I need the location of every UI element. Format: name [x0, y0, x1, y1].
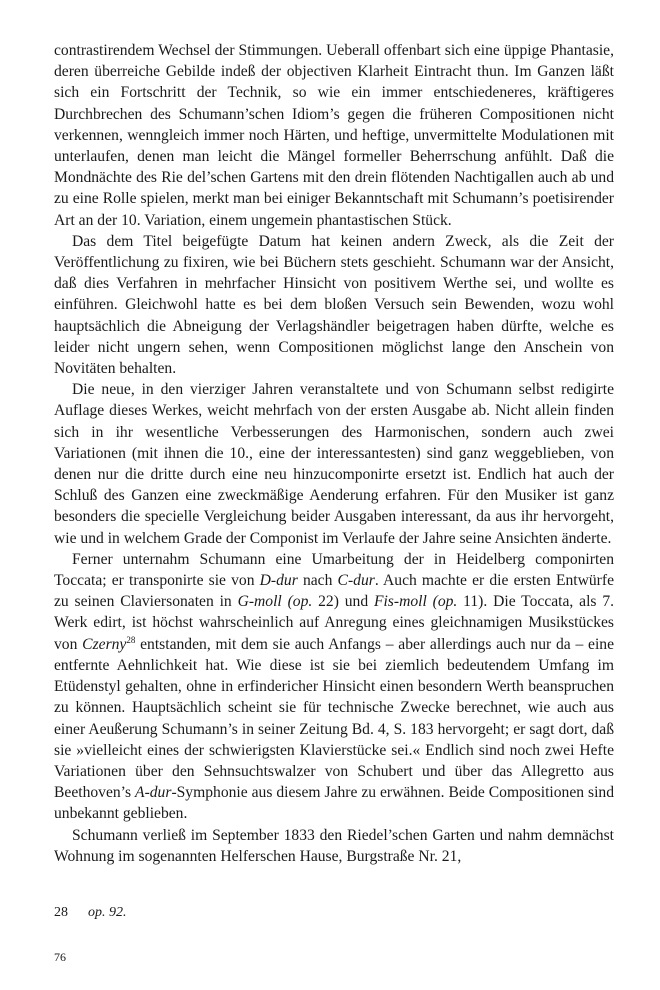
text-run: . Auch machte er die ersten Entwürfe zu seinen Claviersonaten in [54, 572, 614, 611]
footnote-text: op. 92. [88, 905, 127, 920]
text-run: entstanden, mit dem sie auch Anfangs – aber allerdings auch nur da – eine entfernte Aehnlichkeit hat. Wie diese ist sie bei ziemlich bedeutendem Umfang im Etüdenstyl gehalten, ohne in erfindericher Hinsicht einen besondern Werth beanspruchen zu können. Hauptsächlich scheint sie für technische Zwecke berechnet, wie auch aus einer Aeußerung Schumann’s in seiner Zeitung Bd. 4, S. 183 hervorgeht; er sagt dort, daß sie »vielleicht eines der schwierigsten Klavierstücke sei.« Endlich sind noch zwei Hefte Variationen über den Sehnsuchtswalzer von Schubert und über das Allegretto aus Beethoven’s [54, 635, 614, 802]
footnote-number: 28 [54, 905, 68, 920]
text-run: 11). Die Toccata, als 7. Werk edirt, ist höchst wahrscheinlich auf Anregung eines gleichnamigen Musikstückes von [54, 593, 615, 653]
text-run: -Symphonie aus diesem Jahre zu erwähnen. Beide Compositionen sind unbekannt geblieben. [54, 784, 615, 823]
key-name: D-dur [259, 572, 298, 590]
paragraph-1: contrastirendem Wechsel der Stimmungen. Ueberall offenbart sich eine üppige Phantasie, deren überreiche Gebilde indeß der objectiven Klarheit Eintracht thun. Im Ganzen läßt sich ein Fortschritt der Technik, so wie ein immer entschiedeneres, kräftigeres Durchbrechen des Schumann’schen Idiom’s gegen die früheren Compositionen nicht verkennen, wenngleich immer noch Härten, und heftige, unvermittelte Modulationen mit unterlaufen, denen man leicht die Mängel formeller Beherrschung anfühlt. Daß die Mondnächte des Rie del’schen Gartens mit den drein flötenden Nachtigallen auch ab und zu eine Rolle spielen, merkt man bei einiger Bekanntschaft mit Schumann’s poetisirender Art an der 10. Variation, einem ungemein phantastischen Stück. [54, 42, 614, 229]
paragraph-3: Die neue, in den vierziger Jahren veranstaltete und von Schumann selbst redigirte Auflage dieses Werkes, weicht mehrfach von der ersten Ausgabe ab. Nicht allein finden sich in ihr wesentliche Verbesserungen des Harmonischen, sondern auch zwei Variationen (mit ihnen die 10., eine der interessantesten) sind ganz weggeblieben, von denen nur die dritte durch eine neu hinzucomponirte ersetzt ist. Endlich hat auch der Schluß des Ganzen eine zweckmäßige Aenderung erfahren. Für den Musiker ist ganz besonders die specielle Vergleichung beider Ausgaben interessant, da aus ihr hervorgeht, wie und in welchem Grade der Componist im Verlaufe der Jahre seine Ansichten änderte. [54, 381, 614, 547]
paragraph-2: Das dem Titel beigefügte Datum hat keinen andern Zweck, als die Zeit der Veröffentlichung zu fixiren, wie bei Büchern stets geschieht. Schumann war der Ansicht, daß dies Verfahren in mehrfacher Hinsicht von positivem Werthe sei, und wollte es einführen. Gleichwohl hatte es bei dem bloßen Versuch sein Bewenden, wozu wohl hauptsächlich die Abneigung der Verlagshändler beigetragen haben dürfte, welche es leider nicht ungern sehen, wenn Compositionen möglichst lange den Anschein von Novitäten behalten. [54, 232, 614, 378]
composer-name: Czerny [82, 635, 127, 653]
footnote-reference[interactable]: 28 [126, 634, 136, 645]
key-name: C-dur [337, 572, 375, 590]
paragraph-5: Schumann verließ im September 1833 den Riedel’schen Garten und nahm demnächst Wohnung im sogenannten Helferschen Hause, Burgstraße Nr. 21, [54, 826, 614, 865]
key-name: G-moll (op. [237, 593, 313, 611]
text-run: nach [297, 572, 338, 590]
key-name: A-dur [135, 784, 172, 802]
paragraph-4 [54, 549, 614, 825]
text-run: 22) und [312, 593, 374, 611]
page-number: 76 [54, 950, 66, 964]
page-body [54, 40, 614, 867]
footnote [54, 905, 614, 921]
key-name: Fis-moll (op. [373, 593, 458, 611]
text-run: Ferner unternahm Schumann eine Umarbeitung der in Heidelberg componirten Toccata; er transponirte sie von [54, 550, 614, 590]
